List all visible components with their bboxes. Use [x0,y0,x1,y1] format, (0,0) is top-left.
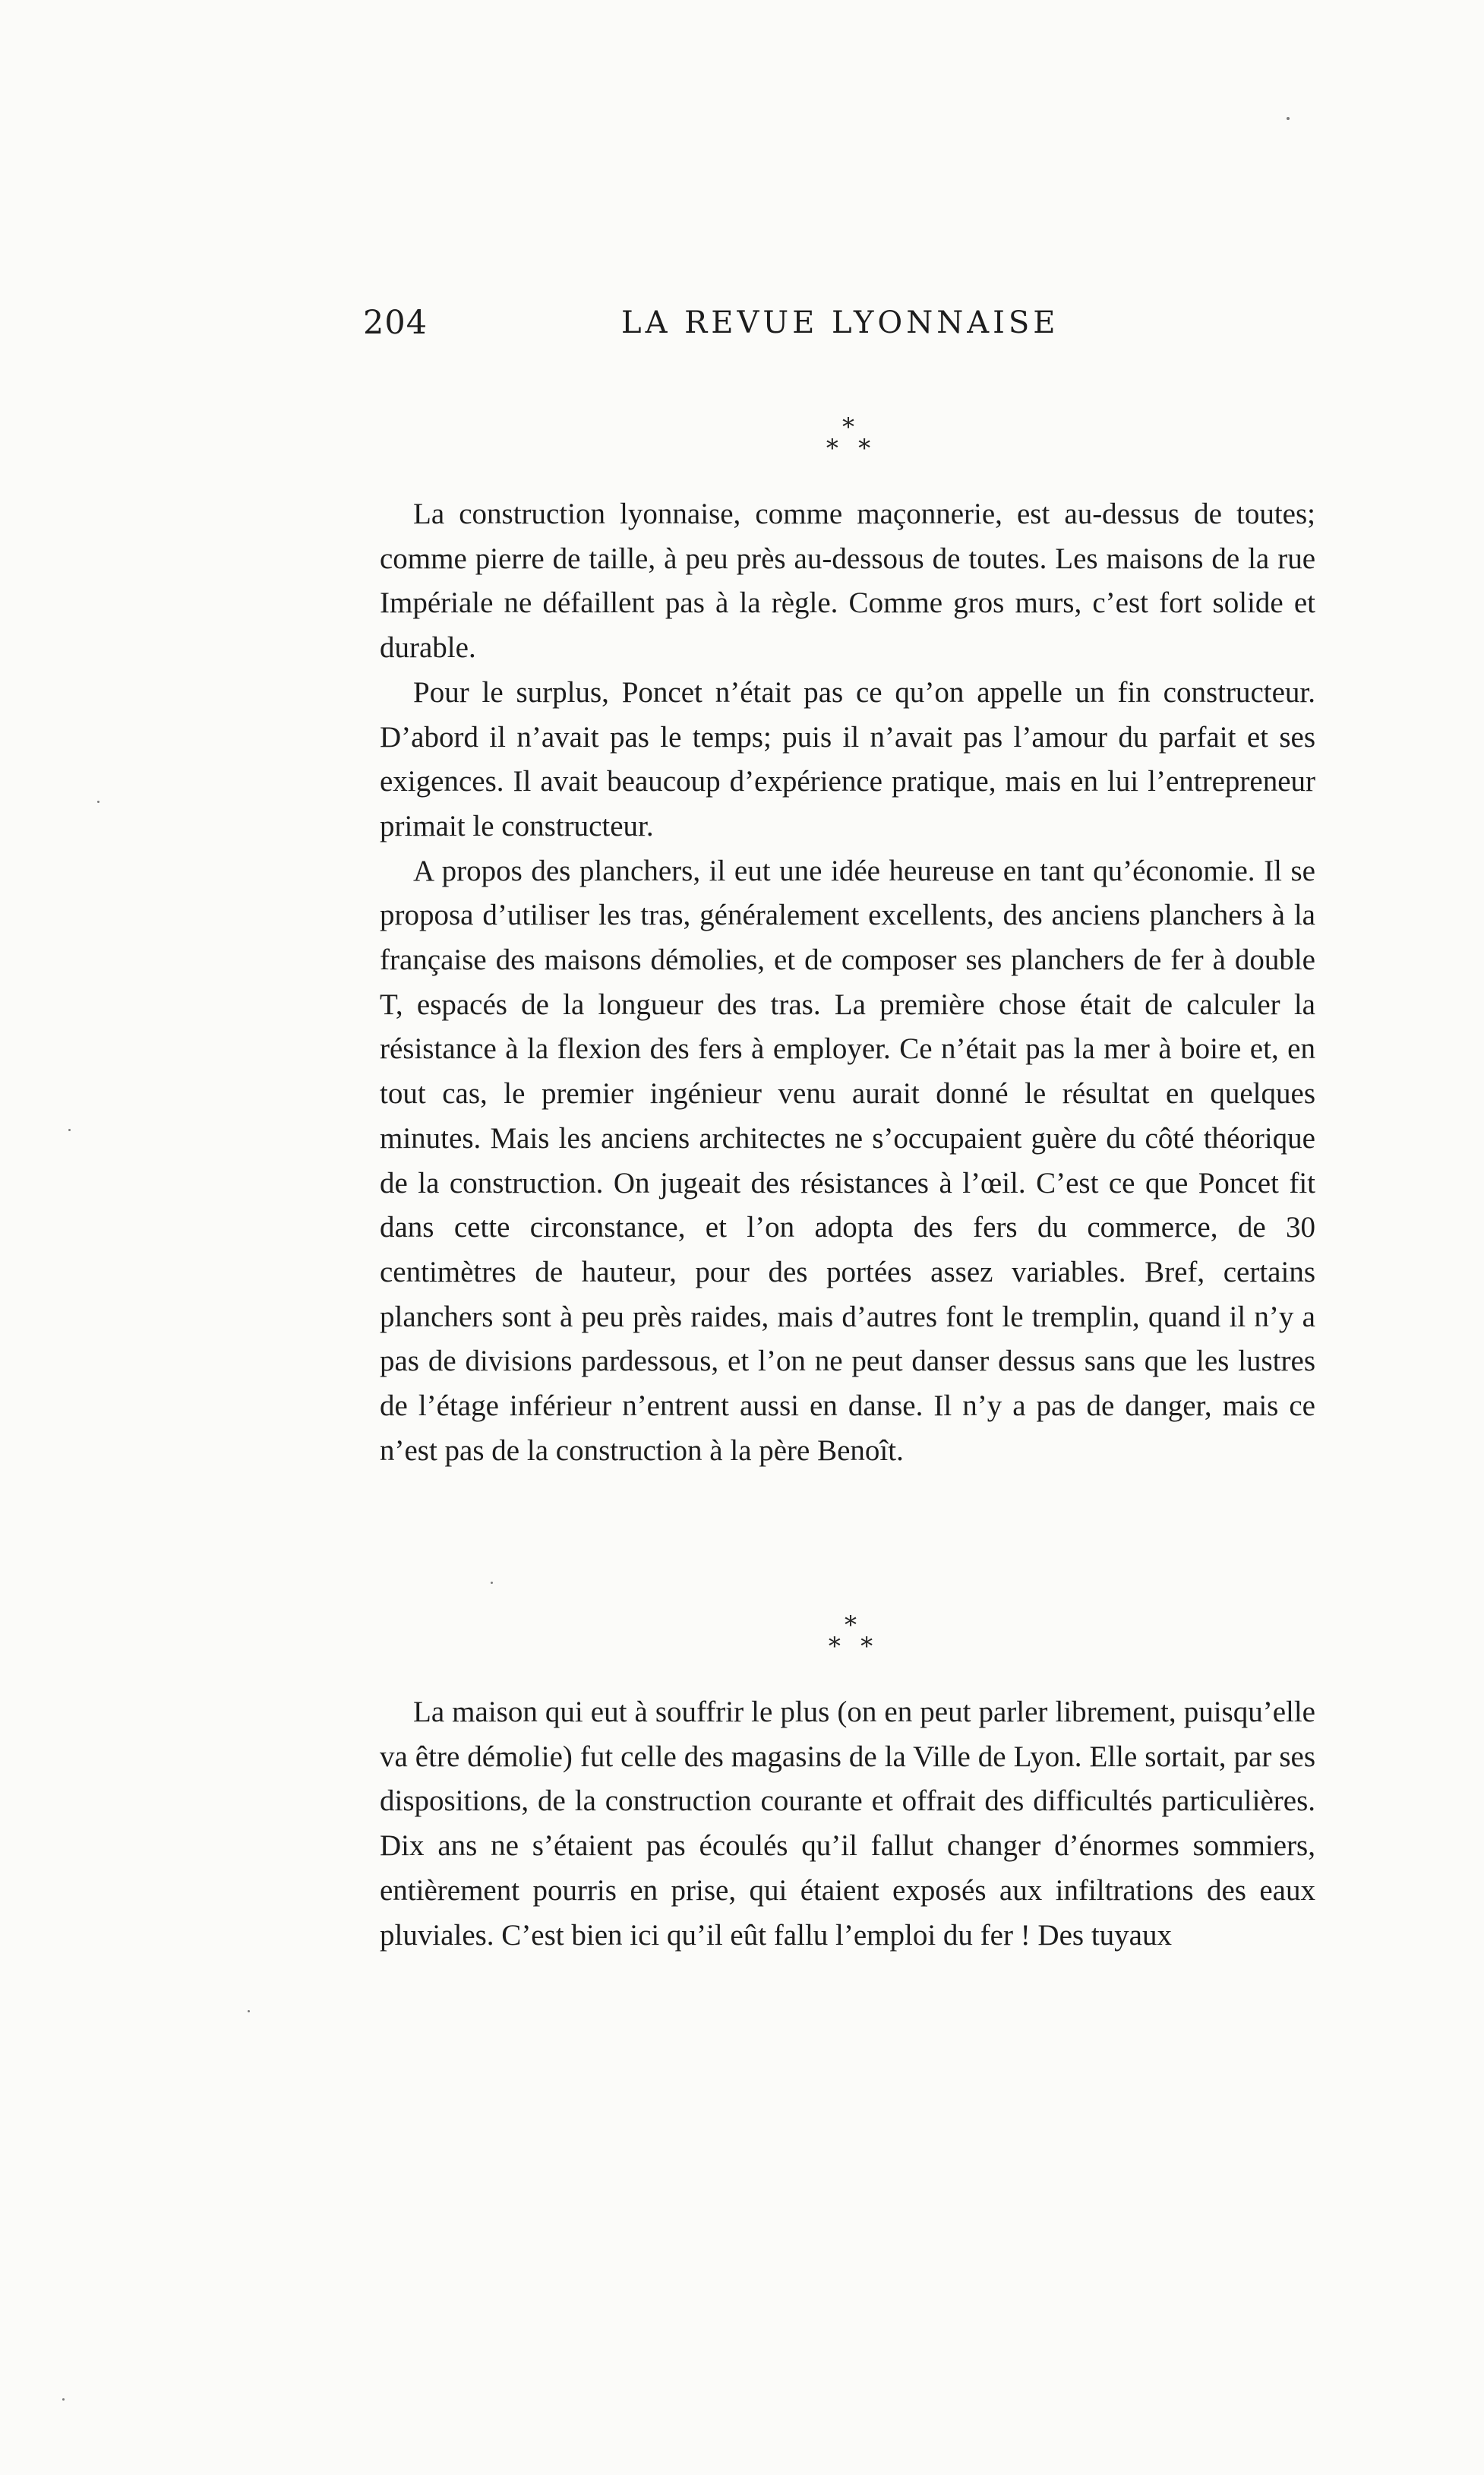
asterism-bottom-stars: * * [828,1632,879,1661]
page-number: 204 [363,304,428,342]
paper-speck [97,801,99,803]
paper-speck [68,1129,71,1131]
page-header [363,304,1396,357]
paragraph-1: La construction lyonnaise, comme maçonnerie, est au-dessus de toutes; comme pierre de taille, à peu près au-dessous de toutes. Les maisons de la rue Impériale ne défaillent pas à la règle. Comme gros murs, c’est fort solide et durable. [380,498,1315,665]
asterism-top-star: * [842,412,854,441]
paragraph-4: La maison qui eut à souffrir le plus (on en peut parler librement, puisqu’elle va être démolie) fut celle des magasins de la Ville de Lyon. Elle sortait, par ses dispositions, de la construction courante et offrait des difficultés particulières. Dix ans ne s’étaient pas écoulés qu’il fallut changer d’énormes sommiers, entièrement pourris en prise, qui étaient exposés aux infiltrations des eaux pluviales. C’est bien ici qu’il eût fallu l’emploi du fer ! Des tuyaux [380,1696,1315,1952]
section-separator-asterism [814,412,883,469]
asterism-bottom-stars: * * [826,434,877,463]
paragraph-3: A propos des planchers, il eut une idée heureuse en tant qu’économie. Il se proposa d’utiliser les tras, généralement excellents, des anciens planchers à la française des maisons démolies, et de composer ses planchers de fer à double T, espacés de la longueur des tras. La première chose était de calculer la résistance à la flexion des fers à employer. Ce n’était pas la mer à boire et, en tout cas, le premier ingénieur venu aurait donné le résultat en quelques minutes. Mais les anciens architectes ne s’occupaient guère du côté théorique de la construction. On jugeait des résistances à l’œil. C’est ce que Poncet fit dans cette circonstance, et l’on adopta des fers du commerce, de 30 centimètres de hauteur, pour des portées assez variables. Bref, certains planchers sont à peu près raides, mais d’autres font le tremplin, quand il n’y a pas de divisions pardessous, et l’on ne peut danser dessus sans que les lustres de l’étage inférieur n’entrent aussi en danse. Il n’y a pas de danger, mais ce n’est pas de la construction à la père Benoît. [380,854,1315,1467]
running-title: LA REVUE LYONNAISE [621,305,1059,340]
asterism-top-star: * [845,1610,857,1639]
paper-speck [62,2398,65,2401]
paper-speck [1287,117,1290,120]
paragraph-2: Pour le surplus, Poncet n’était pas ce qu’on appelle un fin constructeur. D’abord il n’avait pas le temps; puis il n’avait pas l’amour du parfait et ses exigences. Il avait beaucoup d’expérience pratique, mais en lui l’entrepreneur primait le constructeur. [380,675,1315,842]
text-section-1 [380,492,1315,1473]
section-separator-asterism [816,1610,885,1667]
text-section-2 [380,1690,1315,1958]
paper-speck [248,2010,250,2012]
paper-speck [491,1582,493,1584]
